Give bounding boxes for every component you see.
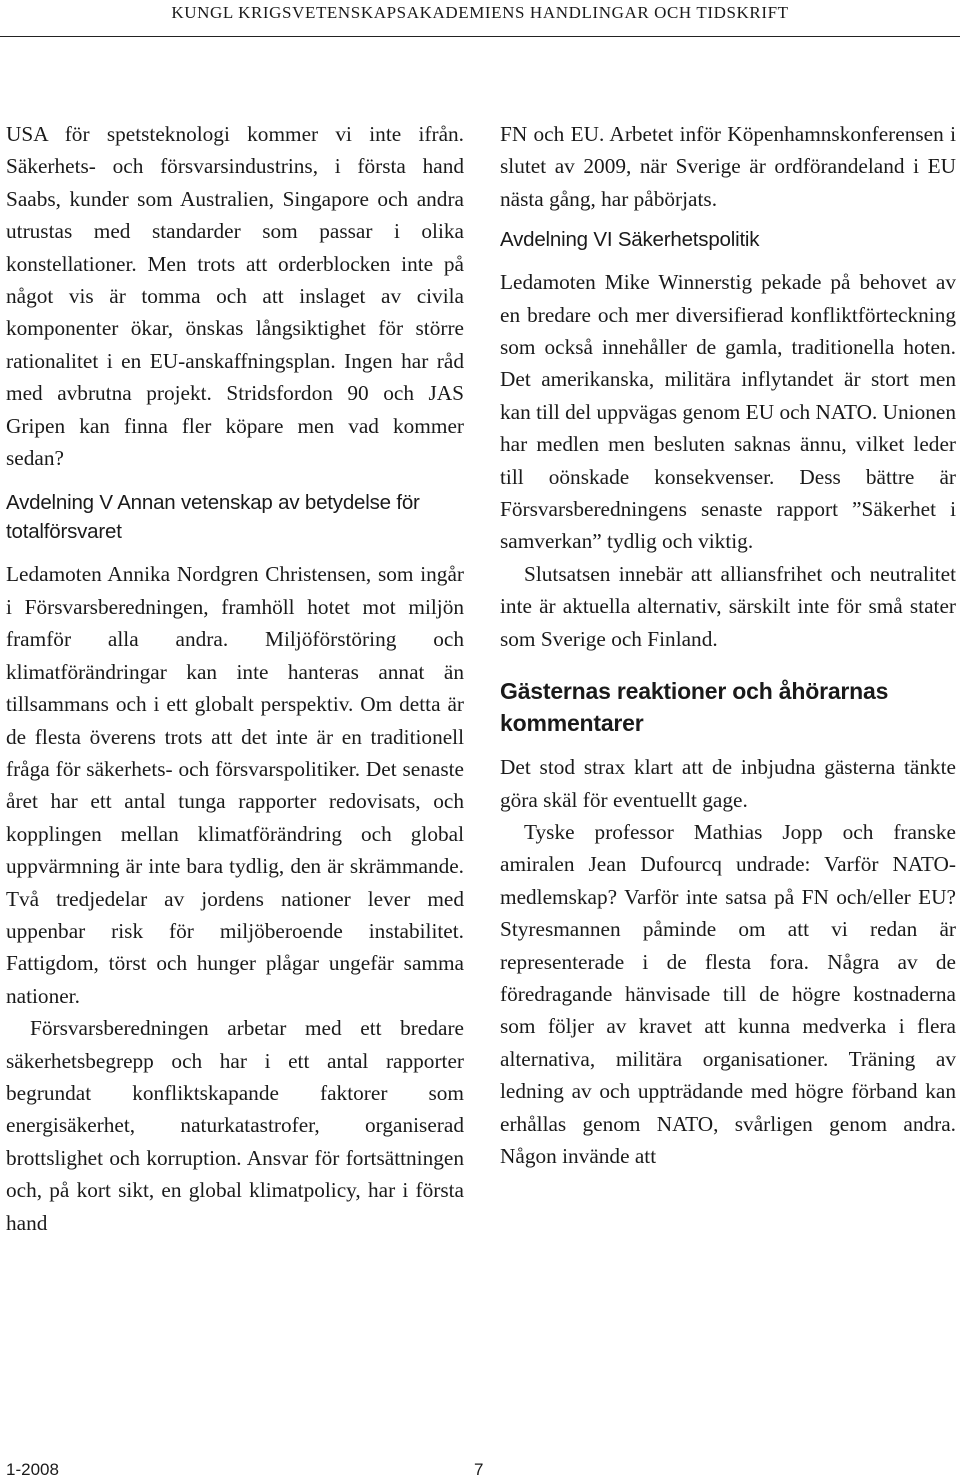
body-paragraph: Det stod strax klart att de inbjudna gästerna tänkte göra skäl för eventuellt gage. <box>500 755 956 812</box>
issue-number: 1-2008 <box>6 1460 59 1479</box>
section-heading: Gästernas reaktioner och åhörarnas kommentarer <box>500 678 889 737</box>
running-header <box>0 0 960 26</box>
body-paragraph: USA för spetsteknologi kommer vi inte ifrån. Säkerhets- och försvarsindustrins, i första hand Saabs, kunder som Australien, Singapore och andra utrustas med standarder som passar i olika konstellationer. Men trots att orderblocken inte på något vis är tomma och att inslaget av civila komponenter ökar, önskas långsiktighet för större rationalitet i en EU-anskaffningsplan. Ingen har råd med avbrutna projekt. Stridsfordon 90 och JAS Gripen kan finna fler köpare men vad kommer sedan? <box>6 122 464 471</box>
body-paragraph: Tyske professor Mathias Jopp och franske amiralen Jean Dufourcq undrade: Varför NATO-medlemskap? Varför inte satsa på FN och/eller EU? Styresmannen påminde om att vi redan är representerade i de flesta fora. Några av de föredragande hänvisade till de högre kostnaderna som följer av kravet att kunna medverka i flera alternativa, militära organisationer. Träning av ledning av och uppträdande med högre förband kan erhållas genom NATO, svårligen genom andra. Någon invände att <box>500 819 956 1168</box>
body-paragraph: Slutsatsen innebär att alliansfrihet och neutralitet inte är aktuella alternativ, särskilt inte för små stater som Sverige och Finland. <box>500 561 956 651</box>
header-rule <box>0 36 960 37</box>
section-subhead: Avdelning V Annan vetenskap av betydelse för totalförsvaret <box>6 491 420 544</box>
body-paragraph: Ledamoten Annika Nordgren Christensen, som ingår i Försvarsberedningen, framhöll hotet mot miljön framför alla andra. Miljöförstöring och klimatförändringar kan inte hanteras annat än tillsammans och i ett globalt perspektiv. Om detta är de flesta överens trots att det inte är en traditionell fråga för säkerhets- och försvarspolitiker. Det senaste året har ett antal tunga rapporter redovisats, och kopplingen mellan klimatförändring och global uppvärmning är inte bara tydlig, den är skrämmande. Två tredjedelar av jordens nationer lever med uppenbar risk för miljöberoende instabilitet. Fattigdom, törst och hunger plågar ungefär samma nationer. <box>6 562 464 1008</box>
body-paragraph: Försvarsberedningen arbetar med ett bredare säkerhetsbegrepp och har i ett antal rapporter begrundat konfliktskapande faktorer som energisäkerhet, naturkatastrofer, organiserad brottslighet och korruption. Ansvar för fortsättningen och, på kort sikt, en global klimatpolicy, har i första hand <box>6 1016 464 1235</box>
body-paragraph: FN och EU. Arbetet inför Köpenhamnskonferensen i slutet av 2009, när Sverige är ordförandeland i EU nästa gång, har påbörjats. <box>500 122 956 211</box>
page-number: 7 <box>474 1460 484 1479</box>
section-subhead: Avdelning VI Säkerhetspolitik <box>500 228 760 252</box>
left-column <box>6 118 464 1239</box>
running-title: KUNGL KRIGSVETENSKAPSAKADEMIENS HANDLINGAR OCH TIDSKRIFT <box>171 3 789 22</box>
right-column <box>500 118 956 1172</box>
body-paragraph: Ledamoten Mike Winnerstig pekade på behovet av en bredare och mer diversifierad konfliktförteckning som också innehåller de gamla, traditionella hoten. Det amerikanska, militära inflytandet är stort men kan till del uppvägas genom EU och NATO. Unionen har medlen men besluten saknas ännu, vilket leder till oönskade konsekvenser. Dess bättre är Försvarsberedningens senaste rapport ”Säkerhet i samverkan” tydlig och viktig. <box>500 270 956 554</box>
